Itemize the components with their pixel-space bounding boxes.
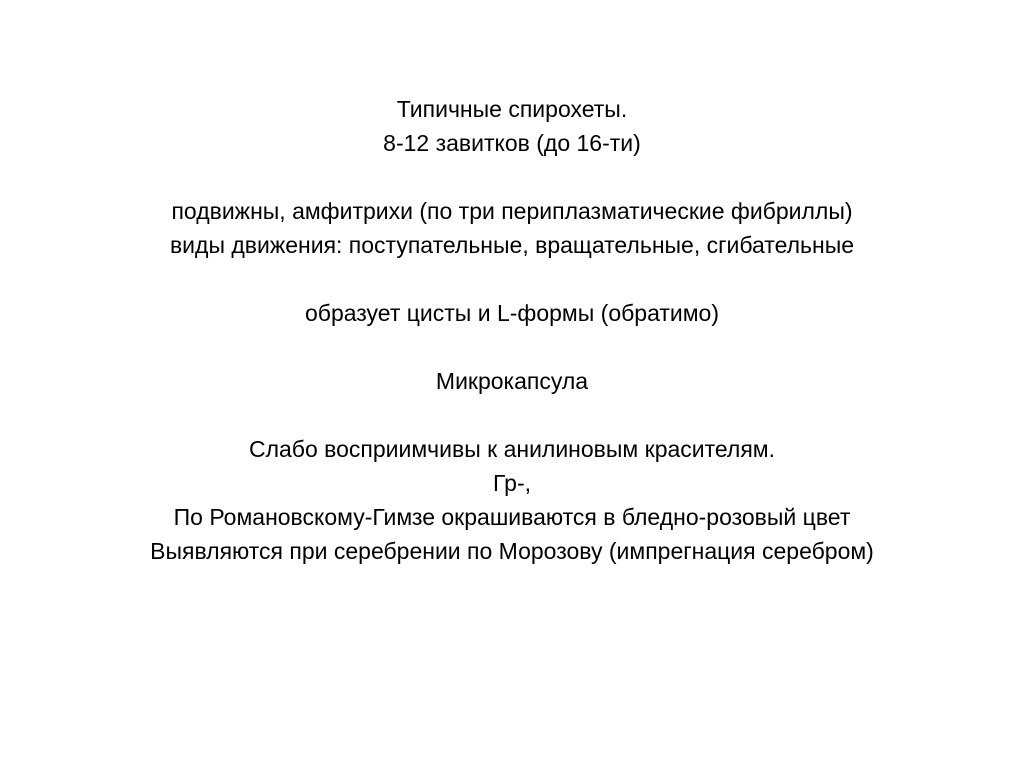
text-line: виды движения: поступательные, вращательные, сгибательные — [169, 232, 855, 258]
text-line: Микрокапсула — [435, 368, 589, 394]
text-line: Выявляются при серебрении по Морозову (импрегнация серебром) — [150, 538, 874, 564]
text-line: По Романовскому-Гимзе окрашиваются в бледно-розовый цвет — [173, 504, 851, 530]
blank-line — [40, 262, 984, 296]
title-line: Типичные спирохеты. — [396, 96, 628, 122]
text-line: Гр-, — [492, 470, 531, 496]
text-line: образует цисты и L-формы (обратимо) — [304, 300, 720, 326]
blank-line — [40, 160, 984, 194]
slide-text-body — [40, 92, 984, 568]
blank-line — [40, 330, 984, 364]
text-line: подвижны, амфитрихи (по три периплазматические фибриллы) — [171, 198, 853, 224]
blank-line — [40, 398, 984, 432]
text-line: Слабо восприимчивы к анилиновым красителям. — [248, 436, 776, 462]
text-line: 8-12 завитков (до 16-ти) — [383, 130, 641, 156]
